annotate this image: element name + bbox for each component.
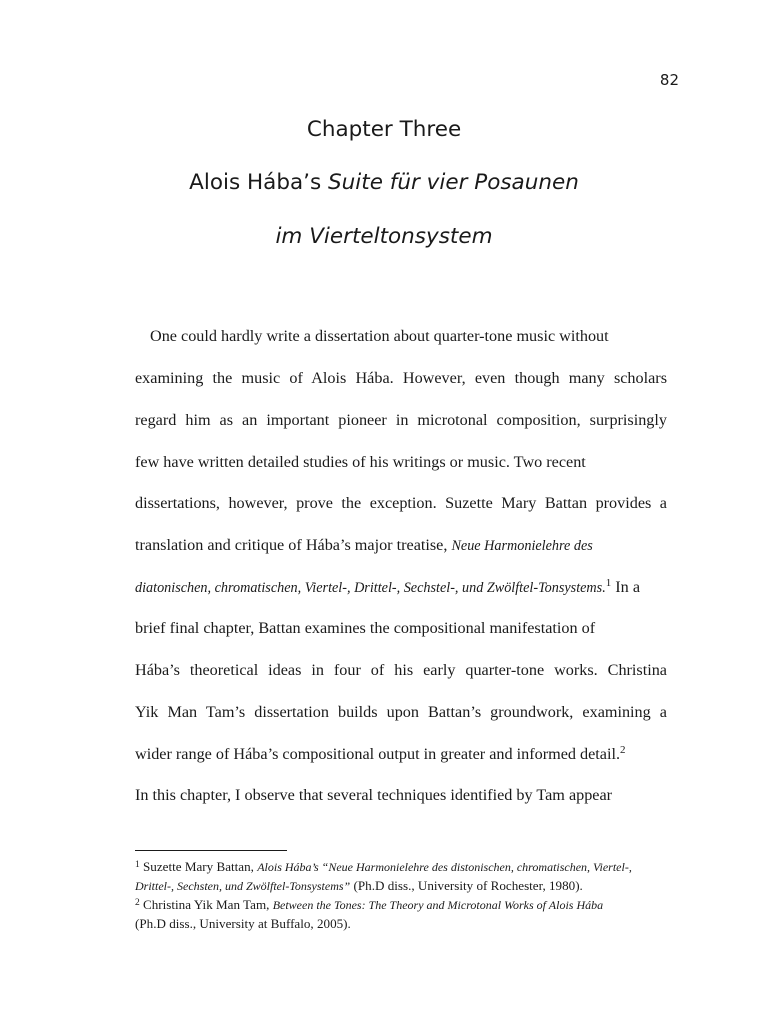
footnote-2-mark: 2 [135, 898, 140, 908]
body-line-4: few have written detailed studies of his writings or music. Two recent [135, 453, 586, 471]
body-line-9: Hába’s theoretical ideas in four of his early quarter-tone works. Christina [135, 661, 667, 679]
footnote-2-title: Between the Tones: The Theory and Microtonal Works of Alois Hába [272, 898, 604, 912]
body-line-3: regard him as an important pioneer in microtonal composition, surprisingly [135, 411, 667, 429]
chapter-subtitle-italic: Suite für vier Posaunen [328, 170, 579, 195]
footnote-separator [135, 850, 287, 851]
chapter-subtitle-prefix: Alois Hába’s [189, 170, 329, 195]
footnote-1-mark: 1 [135, 860, 140, 870]
treatise-title-part2: diatonischen, chromatischen, Viertel-, Drittel-, Sechstel-, und Zwölftel-Tonsystems. [135, 580, 606, 596]
body-line-11-text: wider range of Hába’s compositional output in greater and informed detail. [135, 745, 621, 763]
body-line-2: examining the music of Alois Hába. However, even though many scholars [135, 369, 667, 387]
footnote-2-line-2: (Ph.D diss., University at Buffalo, 2005). [135, 916, 351, 931]
body-line-6 [135, 531, 593, 560]
chapter-title: Chapter Three [306, 117, 462, 142]
footnote-2-text-a: Christina Yik Man Tam, [139, 897, 273, 912]
footnote-2-line-1 [135, 896, 603, 914]
chapter-subtitle-line2-italic: im Vierteltonsystem [275, 224, 493, 249]
body-line-5: dissertations, however, prove the exception. Suzette Mary Battan provides a [135, 494, 667, 512]
footnote-1-title-part2: Drittel-, Sechsten, und Zwölftel-Tonsystems” [135, 879, 351, 893]
footnote-ref-1[interactable]: 1 [605, 577, 612, 589]
body-line-11 [135, 740, 626, 768]
body-line-8: brief final chapter, Battan examines the compositional manifestation of [135, 619, 596, 637]
footnote-1-text-a: Suzette Mary Battan, [139, 859, 258, 874]
treatise-title-part1: Neue Harmonielehre des [451, 538, 593, 554]
body-line-12: In this chapter, I observe that several techniques identified by Tam appear [135, 786, 613, 804]
footnote-ref-2[interactable]: 2 [620, 744, 626, 756]
body-line-7-text: In a [611, 578, 641, 596]
footnote-1-line-2 [135, 877, 583, 895]
body-line-6-text: translation and critique of Hába’s major treatise, [135, 536, 452, 554]
chapter-subtitle-line2 [0, 223, 768, 251]
footnote-1-line-1 [135, 858, 632, 876]
body-line-1: One could hardly write a dissertation about quarter-tone music without [150, 327, 609, 345]
footnote-1-text-b: (Ph.D diss., University of Rochester, 1980). [350, 878, 583, 893]
chapter-subtitle [0, 169, 768, 197]
page-number: 82 [659, 71, 679, 89]
body-line-10: Yik Man Tam’s dissertation builds upon Battan’s groundwork, examining a [135, 703, 667, 721]
footnote-1-title-part1: Alois Hába’s “Neue Harmonielehre des distonischen, chromatischen, Viertel-, [257, 860, 632, 874]
body-line-7 [135, 573, 640, 602]
